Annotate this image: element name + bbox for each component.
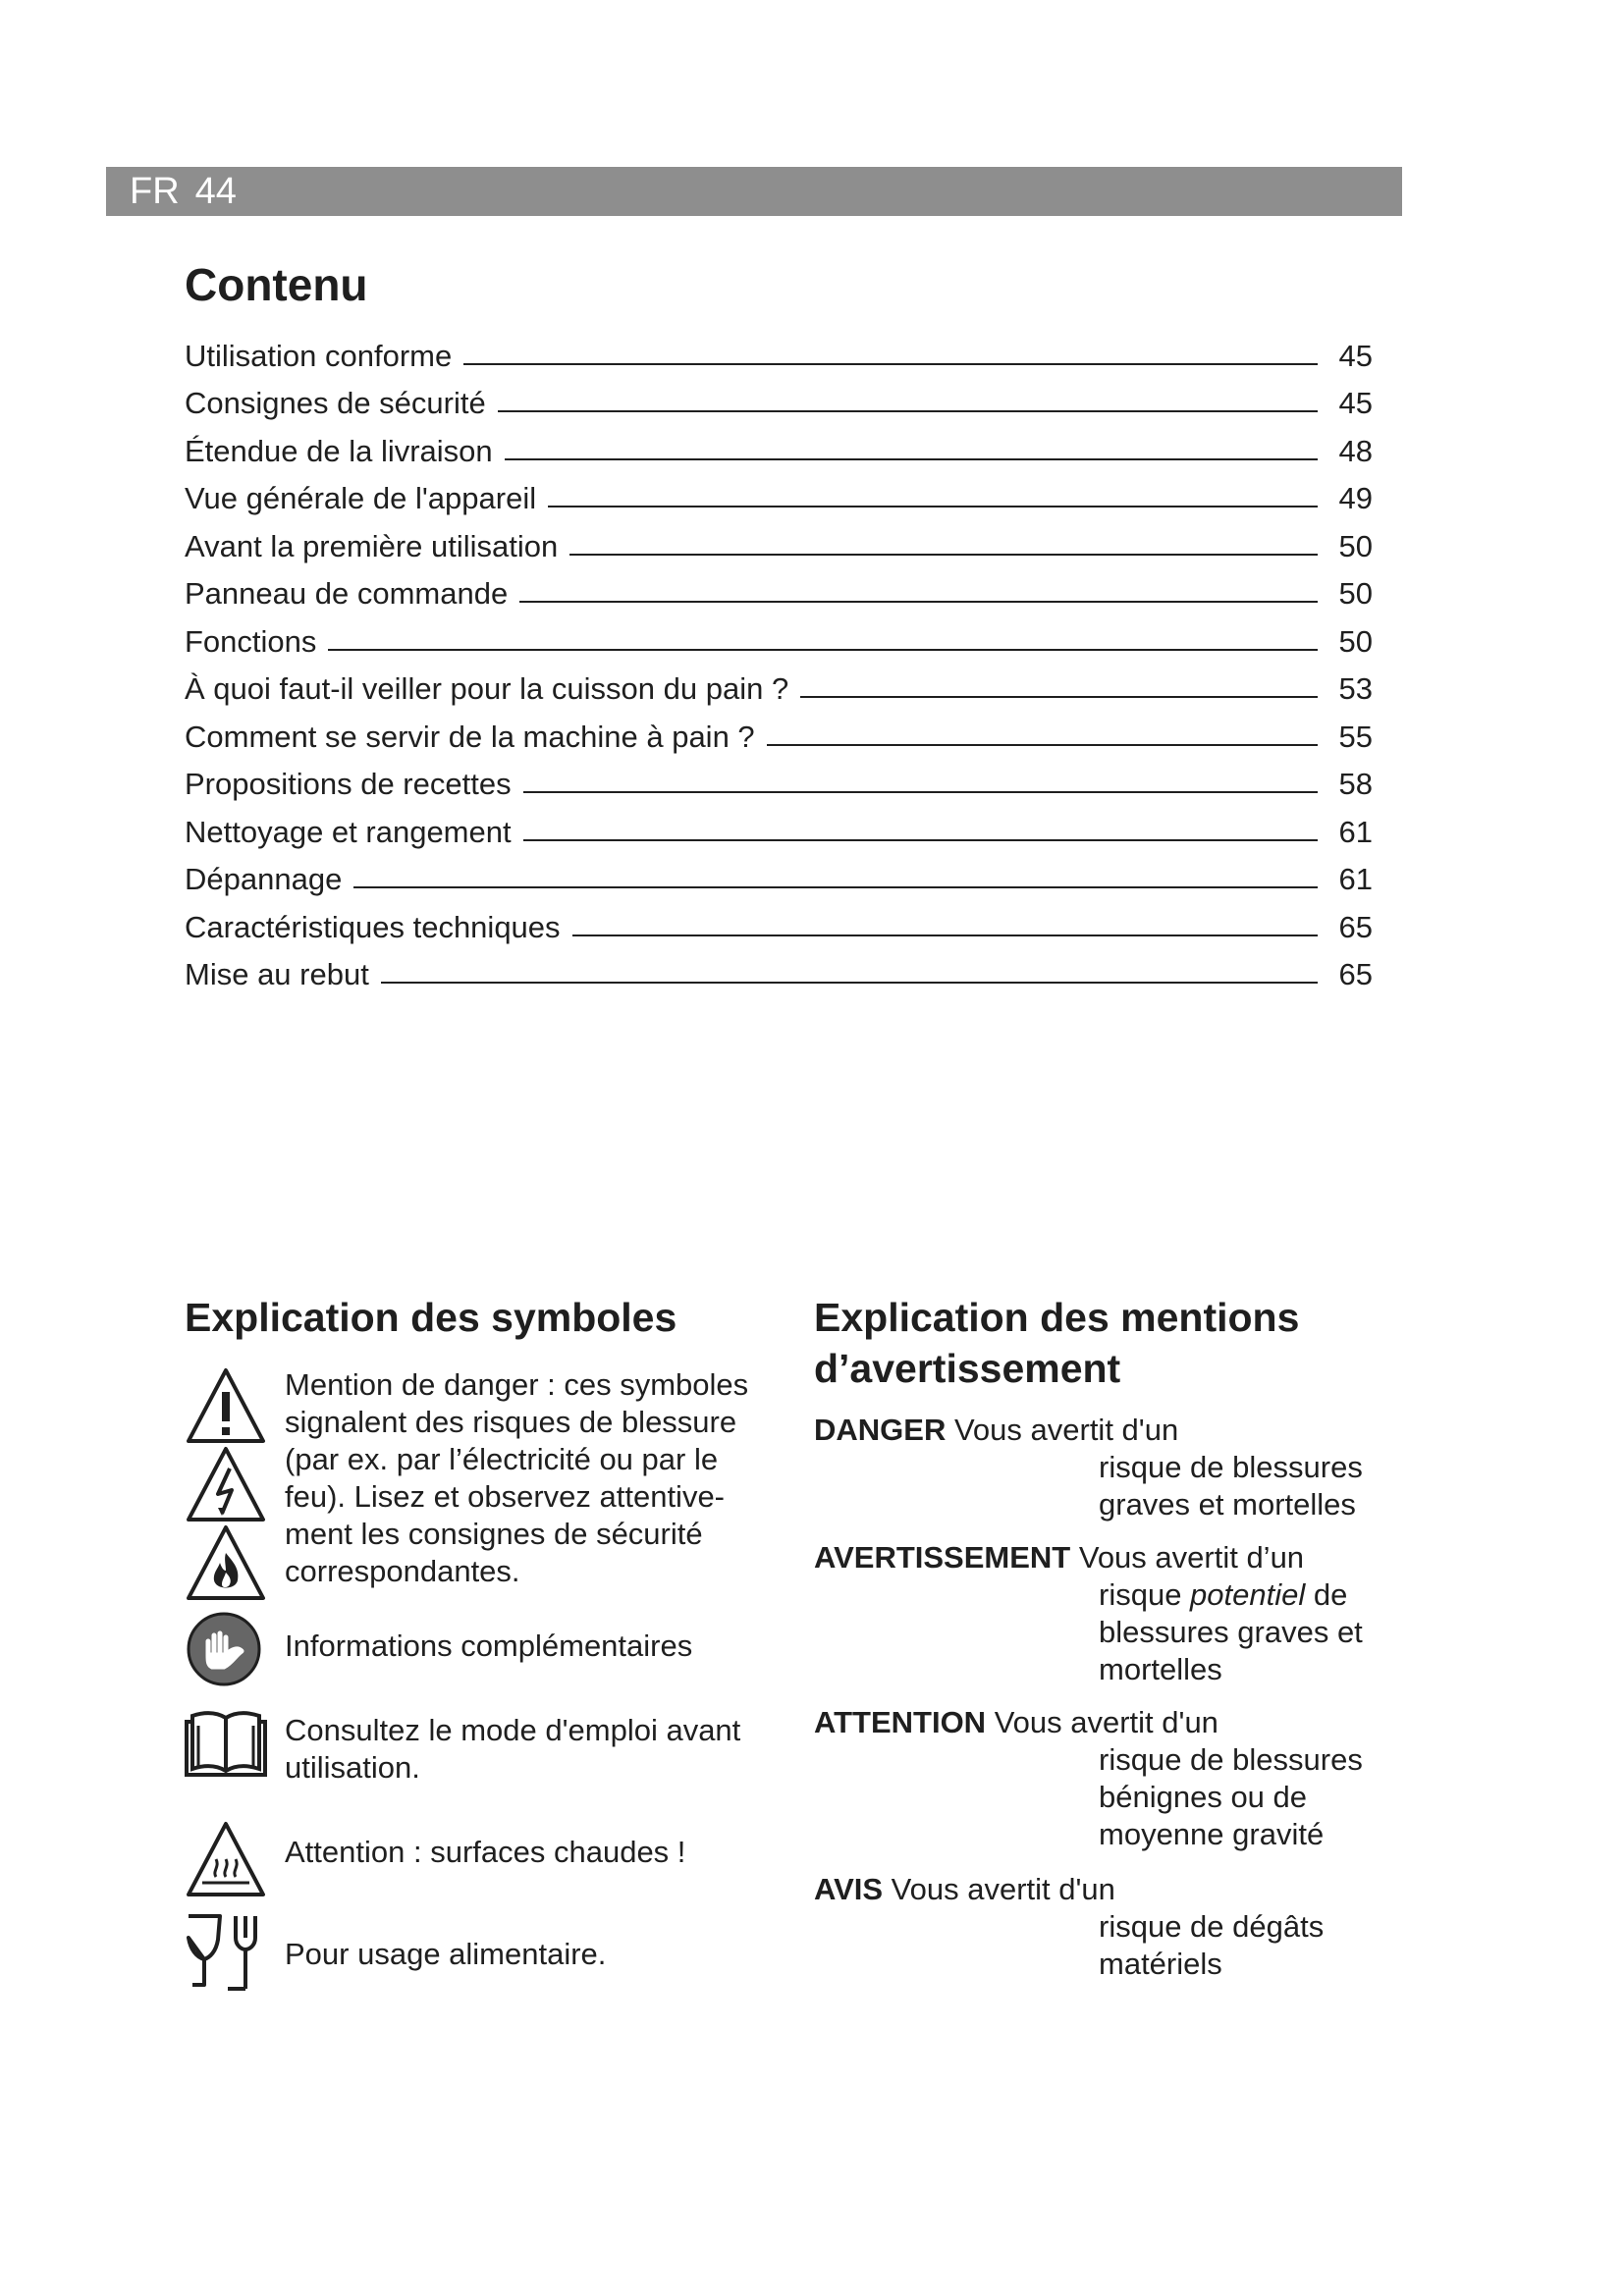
- toc-leader: [767, 744, 1318, 746]
- toc-entry-title: Utilisation conforme: [185, 338, 453, 373]
- language-code: FR: [130, 171, 180, 212]
- symbols-title: Explication des symboles: [185, 1295, 677, 1340]
- page-number: 44: [194, 171, 237, 212]
- danger-exclamation-icon: [185, 1366, 267, 1445]
- symbols-section: [185, 1292, 774, 1971]
- symbol-manual-text: Consultez le mode d'emploi avant utilisation.: [285, 1713, 741, 1785]
- toc-entry[interactable]: [185, 469, 1373, 517]
- symbol-danger-text: Mention de danger : ces symboles signalent des risques de blessure (par ex. par l’électricité ou par le feu). Lisez et observez attentive- ment les consignes de sécurité correspondantes.: [285, 1367, 749, 1588]
- warnings-title: Explication des mentions d’avertissement: [814, 1295, 1300, 1391]
- symbol-info-text: Informations complémentaires: [285, 1629, 693, 1663]
- manual-book-icon: [185, 1708, 267, 1779]
- toc-entry-page: 48: [1338, 433, 1373, 468]
- warning-attention: ATTENTION Vous avertit d'un risque de blessures bénignes ou de moyenne gravité: [814, 1705, 1363, 1851]
- danger-warning-icons: [185, 1366, 267, 1602]
- toc-entry-title: Propositions de recettes: [185, 767, 512, 801]
- warning-keyword: ATTENTION: [814, 1705, 987, 1739]
- toc-leader: [353, 886, 1318, 888]
- toc-leader: [519, 601, 1318, 603]
- warning-danger: DANGER Vous avertit d'un risque de blessures graves et mortelles: [814, 1413, 1363, 1522]
- toc-entry[interactable]: [185, 516, 1373, 564]
- toc-entry[interactable]: [185, 802, 1373, 850]
- info-hand-icon: [185, 1612, 267, 1690]
- toc-entry-page: 53: [1338, 671, 1373, 706]
- table-of-contents: [185, 257, 1373, 992]
- warning-keyword: AVERTISSEMENT: [814, 1540, 1071, 1575]
- toc-entry[interactable]: [185, 612, 1373, 660]
- symbol-hot-surface-text: Attention : surfaces chaudes !: [285, 1835, 686, 1869]
- toc-leader: [548, 506, 1318, 507]
- toc-entry-page: 50: [1338, 576, 1373, 611]
- electric-hazard-icon: [185, 1445, 267, 1523]
- toc-entry-page: 61: [1338, 862, 1373, 896]
- toc-entry-title: Fonctions: [185, 623, 317, 659]
- toc-entry-title: À quoi faut-il veiller pour la cuisson du pain ?: [185, 671, 789, 706]
- toc-title: Contenu: [185, 259, 368, 310]
- page-header: [106, 167, 1402, 216]
- toc-leader: [572, 934, 1318, 936]
- toc-entry[interactable]: [185, 755, 1373, 803]
- warning-avis: AVIS Vous avertit d'un risque de dégâts matériels: [814, 1872, 1325, 1981]
- toc-leader: [505, 458, 1318, 460]
- toc-leader: [463, 363, 1318, 365]
- toc-leader: [569, 554, 1318, 556]
- toc-entry-page: 50: [1338, 528, 1373, 563]
- toc-entry-page: 45: [1338, 338, 1373, 373]
- toc-entry-title: Caractéristiques techniques: [185, 909, 561, 944]
- toc-entry[interactable]: [185, 850, 1373, 898]
- toc-entry-title: Comment se servir de la machine à pain ?: [185, 719, 755, 754]
- warning-avertissement: AVERTISSEMENT Vous avertit d’un risque potentiel de blessures graves et mortelles: [814, 1540, 1363, 1686]
- toc-entry[interactable]: [185, 660, 1373, 708]
- toc-entry-page: 61: [1338, 814, 1373, 849]
- hot-surface-icon: [185, 1820, 267, 1898]
- toc-entry-title: Nettoyage et rangement: [185, 814, 512, 849]
- warning-keyword: DANGER: [814, 1413, 947, 1447]
- fire-hazard-icon: [185, 1523, 267, 1602]
- toc-leader: [523, 839, 1318, 841]
- symbol-food-safe-text: Pour usage alimentaire.: [285, 1937, 607, 1971]
- warning-keyword: AVIS: [814, 1872, 884, 1906]
- toc-entry[interactable]: [185, 326, 1373, 374]
- toc-leader: [381, 982, 1318, 984]
- toc-entry[interactable]: [185, 945, 1373, 993]
- warnings-section: [814, 1292, 1403, 1981]
- toc-entry-title: Étendue de la livraison: [185, 433, 493, 468]
- toc-entry[interactable]: [185, 707, 1373, 755]
- toc-entry-title: Vue générale de l'appareil: [185, 481, 537, 515]
- toc-entry[interactable]: [185, 897, 1373, 945]
- toc-entry-page: 58: [1338, 767, 1373, 801]
- toc-entry-title: Mise au rebut: [185, 957, 369, 991]
- toc-entry-page: 45: [1338, 386, 1373, 420]
- toc-entry-page: 55: [1338, 719, 1373, 754]
- toc-entry[interactable]: [185, 374, 1373, 422]
- toc-leader: [800, 696, 1318, 698]
- food-safe-icon: [185, 1910, 267, 1993]
- toc-entry[interactable]: [185, 564, 1373, 613]
- toc-entry-page: 49: [1338, 481, 1373, 515]
- toc-leader: [328, 649, 1318, 651]
- toc-entry[interactable]: [185, 421, 1373, 469]
- toc-entry-page: 50: [1338, 623, 1373, 659]
- toc-entry-title: Panneau de commande: [185, 576, 509, 611]
- toc-entry-page: 65: [1338, 957, 1373, 991]
- toc-entry-title: Avant la première utilisation: [185, 528, 559, 563]
- toc-entry-title: Consignes de sécurité: [185, 386, 486, 420]
- toc-leader: [523, 791, 1318, 793]
- toc-leader: [498, 410, 1318, 412]
- toc-entry-title: Dépannage: [185, 862, 343, 896]
- toc-entry-page: 65: [1338, 909, 1373, 944]
